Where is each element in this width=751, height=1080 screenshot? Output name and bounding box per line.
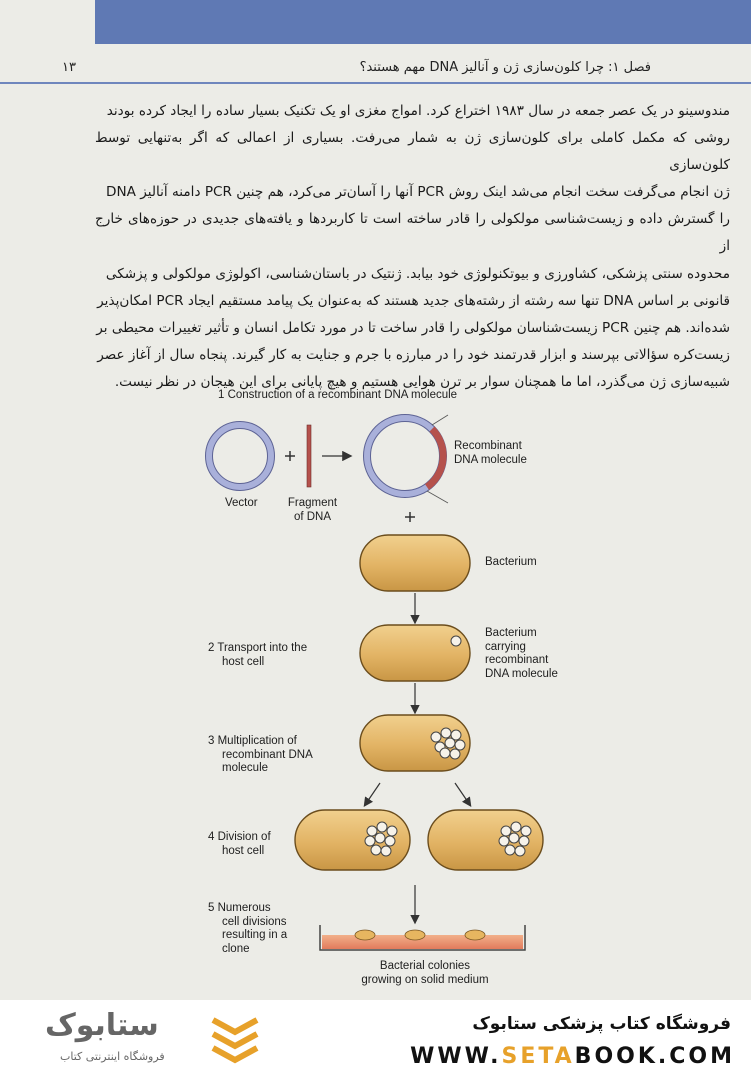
body-line: ژن انجام می‌گرفت سخت انجام می‌شد اینک روش PCR آنها را آسان‌تر می‌کرد، هم چنین PCR دامنه آنالیز DNA (105, 184, 730, 201)
store-name: فروشگاه کتاب پزشکی ستابوک (472, 1014, 731, 1034)
colonies-label: Bacterial colonies growing on solid medium (361, 960, 489, 986)
step4-label: 4 Division of host cell (208, 831, 271, 857)
body-line: زیست‌کره سؤالاتی بپرسند و ابزار قدرتمند خود را در مبارزه با جرم و جنایت به کار گیرند. پنجاه سال از آغاز عصر (97, 346, 730, 363)
store-logo-icon (205, 1012, 265, 1067)
bacterium-with-plasmid (360, 625, 470, 681)
inserted-fragment (427, 429, 443, 487)
body-line: محدوده سنتی پزشکی، کشاورزی و بیوتکنولوژی خود بیابد. ژنتیک در باستان‌شناسی، اکولوژی مولکولی و پزشکی (105, 265, 730, 282)
store-logo-text: ستابوک (45, 1008, 159, 1043)
recombinant-label: Recombinant DNA molecule (454, 440, 527, 466)
body-line: شبیه‌سازی ژن می‌گذرد، اما ما همچنان سوار بر ترن هوایی هستیم و هیچ پایانی برای این هیجان در نظر نیست. (114, 373, 730, 390)
plasmid-circle (451, 636, 461, 646)
colony (465, 930, 485, 940)
store-url[interactable]: WWW.SETABOOK.COM (410, 1044, 735, 1069)
header-rule (0, 82, 751, 84)
bacterium-cell (360, 535, 470, 591)
body-line: قانونی بر اساس DNA تنها سه رشته از رشته‌های جدید هستند که به‌عنوان یک پیامد مستقیم ایجاد PCR امکان‌پذیر (97, 292, 730, 309)
bacterium-carrying-label: Bacterium carrying recombinant DNA molecule (485, 627, 558, 680)
step5-label: 5 Numerous cell divisions resulting in a clone (208, 902, 288, 955)
fragment-label: Fragment of DNA (287, 497, 338, 523)
store-footer (0, 1000, 751, 1080)
colony (405, 930, 425, 940)
body-line: را گسترش داده و زیست‌شناسی مولکولی را قادر ساخته است تا کاربردها و یافته‌های جدیدی در حوزه‌های خارج از (95, 211, 730, 255)
bacterium-label: Bacterium (485, 556, 537, 568)
body-line: شده‌اند. هم چنین PCR زیست‌شناسان مولکولی را قادر ساخت تا در مورد تکامل انسان و تأثیر تغییرات محیطی بر (96, 319, 730, 336)
vector-label: Vector (225, 497, 258, 509)
dna-fragment (307, 425, 311, 487)
colony (355, 930, 375, 940)
chapter-title: فصل ۱: چرا کلون‌سازی ژن و آنالیز DNA مهم هستند؟ (359, 60, 651, 75)
step2-label: 2 Transport into the host cell (208, 642, 308, 668)
step3-label: 3 Multiplication of recombinant DNA molecule (208, 735, 313, 774)
page-number: ۱۳ (62, 60, 76, 75)
store-logo-subtitle: فروشگاه اینترنتی کتاب (60, 1050, 165, 1063)
body-line: مندوسینو در یک عصر جمعه در سال ۱۹۸۳ اختراع کرد. امواج مغزی او یک تکنیک بسیار ساده را ایجاد کرده بودند (106, 103, 730, 119)
step1-title: 1 Construction of a recombinant DNA molecule (218, 389, 458, 401)
body-line: روشی که مکمل کاملی برای کلون‌سازی ژن به شمار می‌رفت. بسیاری از اعمالی که اگر به‌تنهایی توسط کلون‌سازی (95, 130, 730, 174)
header-band (95, 0, 751, 44)
body-paragraph (95, 98, 730, 396)
cloning-figure (200, 385, 600, 995)
